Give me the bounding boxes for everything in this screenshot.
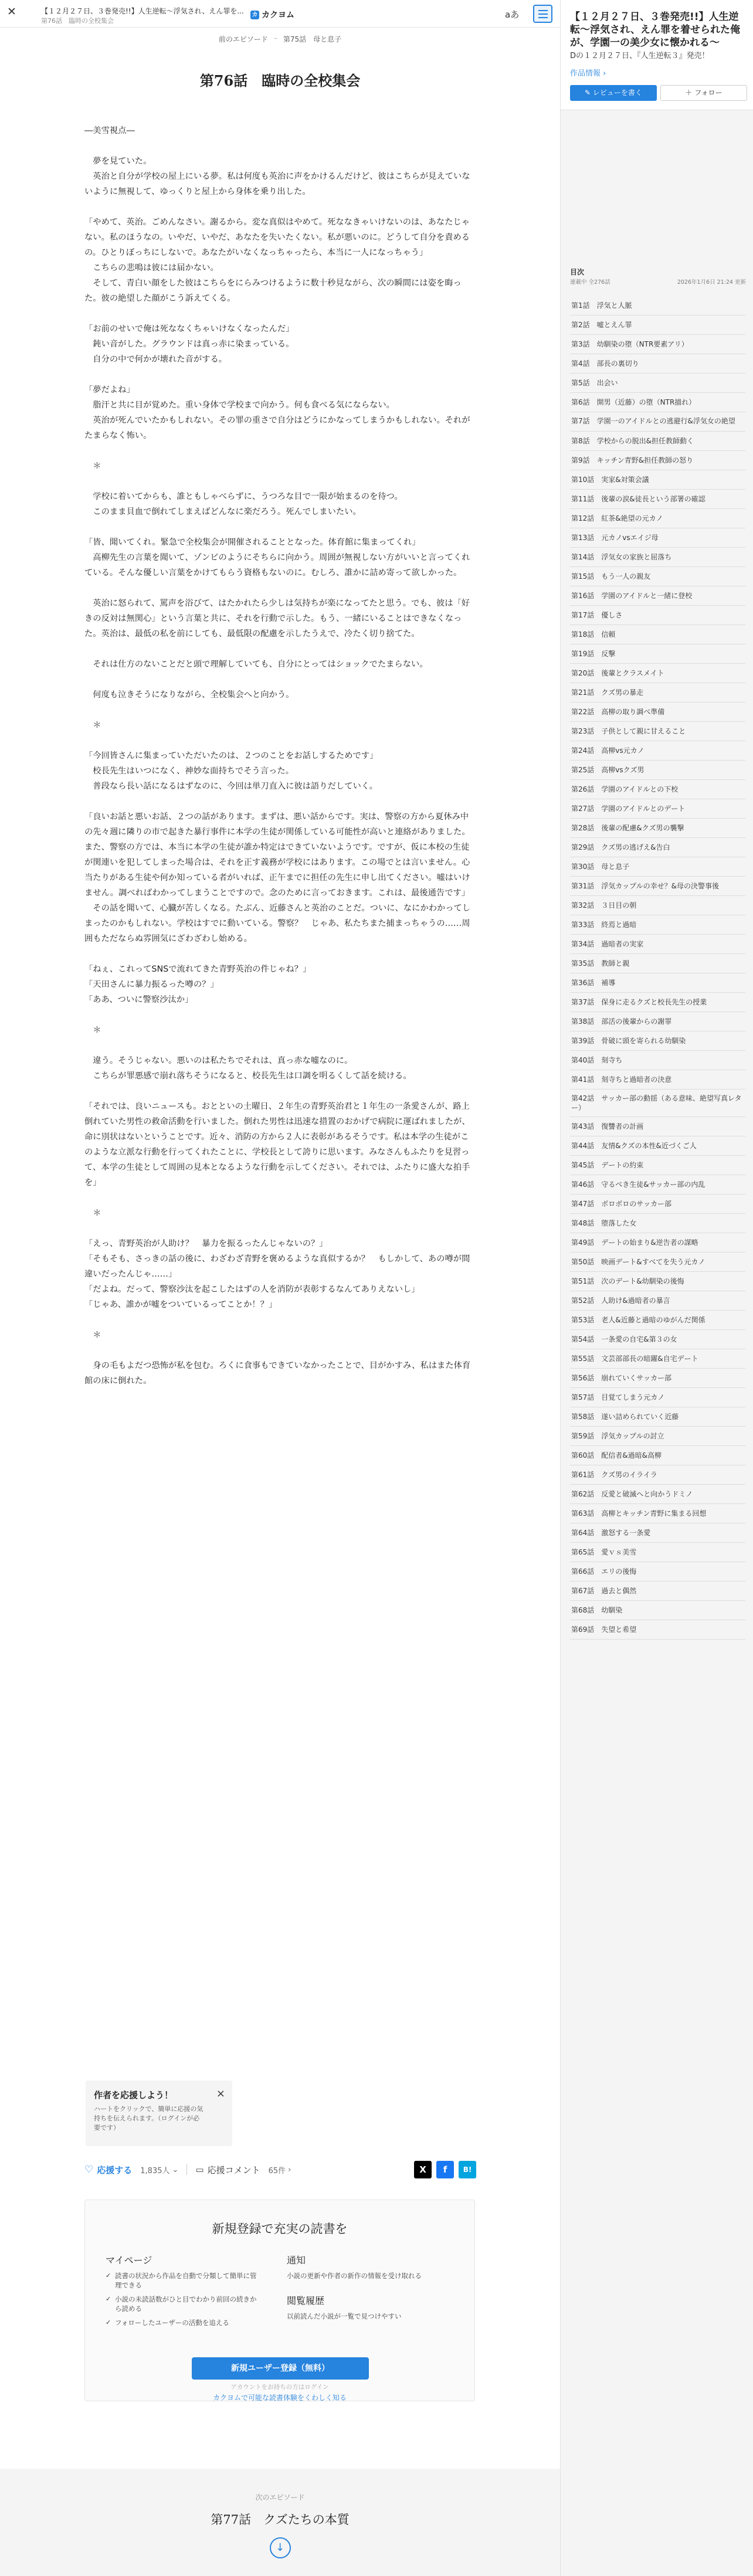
facebook-share-icon[interactable]: f [436, 2161, 454, 2178]
cheer-prompt [86, 2081, 232, 2146]
body-paragraph [84, 443, 476, 459]
notice-heading: 通知 [287, 2255, 306, 2266]
body-paragraph [84, 733, 476, 748]
body-paragraph [84, 1007, 476, 1023]
toc-updated: 2026年1月6日 21:24 更新 [677, 279, 746, 286]
toc-episode-link[interactable]: 第41話 刻寺ちと過暗者の決意 [570, 1070, 745, 1090]
toc-episode-link[interactable]: 第22話 高柳の取り調べ準備 [570, 702, 745, 722]
toc-episode-link[interactable]: 第68話 幼馴染 [570, 1601, 745, 1620]
toc-episode-link[interactable]: 第8話 学校からの脱出&担任教師動く [570, 432, 745, 451]
toc-episode-link[interactable]: 第27話 学園のアイドルとのデート [570, 799, 745, 819]
next-episode-panel[interactable] [0, 2469, 560, 2576]
body-paragraph: 「だよね。だって、警察沙汰を起こしたはずの人を消防が表彰するなんてありえないし」 [84, 1285, 420, 1294]
logo-text: カクヨム [262, 11, 294, 20]
toc-episode-link[interactable]: 第6話 開男（近藤）の堕（NTR描れ） [570, 393, 745, 412]
arrow-down-icon[interactable]: ↓ [270, 2537, 291, 2558]
body-paragraph: 夢を見ていた。 [84, 157, 152, 166]
share-buttons [414, 2161, 476, 2178]
body-paragraph: そして、青白い顔をした彼はこちらをにらみつけるように数十秒見ながら、次の瞬間には姿を晦った。彼の絶望した顔がこう訴えてくる。 [84, 279, 462, 303]
toc-episode-link[interactable]: 第20話 後輩とクラスメイト [570, 664, 745, 683]
toc-episode-link[interactable]: 第32話 ３日目の朝 [570, 896, 745, 915]
toc-episode-link[interactable]: 第12話 紅茶&絶望の元カノ [570, 509, 745, 528]
toc-episode-link[interactable]: 第47話 ボロボロのサッカー部 [570, 1194, 745, 1214]
toc-episode-link[interactable]: 第50話 映画デート&すべてを失う元カノ [570, 1253, 745, 1272]
toc-episode-link[interactable]: 第23話 子供として親に甘えること [570, 722, 745, 741]
toc-episode-link[interactable]: 第38話 部活の後輩からの謝罪 [570, 1012, 745, 1031]
toc-sidebar [560, 0, 753, 2576]
body-paragraph: 「それでは、良いニュースも。おとといの土曜日、２年生の青野英治君と１年生の一条愛さんが、路上倒れていた男性の救命活動を行いました。倒れた男性は迅速な措置のおかげで病院に運ばれましたが、命に別状はないということです。近々、消防の方から２人に表彰があるそうです。私は本学の生徒がこのような立派な行動を行ってくれたことに、学校長として誇りに思います。みなさんもふたりを見習って、本学の生徒として周囲の見本となるような行動を示してください。それでは、ふたりに盛大な拍手を」 [84, 1102, 470, 1187]
toc-episode-link[interactable]: 第18話 信頼 [570, 625, 745, 644]
body-paragraph: 鈍い音がした。グラウンドは真っ赤に染まっている。 [84, 340, 294, 349]
mypage-feature: ✓ 小説の未読話数がひと目でわかり前回の続きから読める [106, 2295, 258, 2313]
cheer-count[interactable]: 1,835人 [140, 2166, 170, 2175]
follow-label: フォロー [694, 89, 723, 97]
current-episode-label: 第75話 母と息子 [283, 35, 342, 43]
toc-episode-link[interactable]: 第52話 人助け&過暗者の暴言 [570, 1291, 745, 1311]
body-paragraph: 「天田さんに暴力振るった噂の？」 [84, 980, 219, 989]
toc-episode-link[interactable]: 第58話 遂い詰められていく近藤 [570, 1407, 745, 1427]
header-work-title[interactable]: 【１２月２７日、３巻発売!!】人生逆転〜浮気され、えん罪を... [41, 7, 244, 15]
body-paragraph: 「ああ、ついに警察沙汰か」 [84, 995, 194, 1004]
toc-episode-link[interactable]: 第2話 嘘とえん罪 [570, 315, 745, 335]
body-paragraph [84, 1343, 476, 1358]
body-paragraph: 高柳先生の言葉を聞いて、ゾンビのようにそちらに向かう。周囲が無視しない方がいいと言ってくれている。そんな優しい言葉をかけてもらう資格もないのに。むしろ、誰かに詰め寄って欲しかった。 [84, 553, 470, 578]
body-paragraph [84, 199, 476, 215]
body-paragraph: 「お前のせいで俺は死ななくちゃいけなくなったんだ」 [84, 324, 294, 334]
body-paragraph [84, 1190, 476, 1206]
plus-icon: ＋ [685, 89, 695, 97]
follow-button[interactable] [660, 85, 747, 101]
toc-episode-link[interactable]: 第64話 激怒する一条愛 [570, 1523, 745, 1543]
reader-header [0, 0, 560, 28]
work-info-label[interactable]: 作品情報 [570, 69, 601, 78]
body-paragraph: 「えっ、青野英治が人助け？ 暴力を振るったんじゃないの？」 [84, 1239, 328, 1248]
body-paragraph: 身の毛もよだつ恐怖が私を包む。ろくに食事もできていなかったことで、目がかすみ、私はまた体育館の床に倒れた。 [84, 1361, 471, 1386]
body-paragraph [84, 474, 476, 489]
body-paragraph [84, 1221, 476, 1236]
body-paragraph [84, 702, 476, 718]
font-setting-button[interactable]: aあ [505, 9, 520, 20]
toc-episode-link[interactable]: 第65話 愛ｖｓ美雪 [570, 1543, 745, 1562]
divider [186, 2164, 187, 2175]
body-paragraph: 学校に着いてからも、誰ともしゃべらずに、うつろな目で一限が始まるのを待つ。 [84, 492, 403, 501]
x-share-icon[interactable]: X [414, 2161, 432, 2178]
cheer-prompt-desc: ハートをクリックで、簡単に応援の気持ちを伝えられます。（ログインが必要です） [94, 2105, 203, 2132]
toc-heading: 目次 [570, 268, 585, 276]
toc-meta [570, 277, 746, 286]
toc-episode-link[interactable]: 第39話 骨破に頭を寄られる幼馴染 [570, 1031, 745, 1051]
write-review-label: レビューを書く [592, 89, 642, 97]
history-text: 以前読んだ小説が一覧で見つけやすい [287, 2312, 402, 2320]
body-paragraph: 違う。そうじゃない。悪いのは私たちでそれは、真っ赤な嘘なのに。 [84, 1056, 353, 1065]
toc-list [570, 296, 745, 1640]
body-paragraph [84, 1312, 476, 1328]
body-paragraph: このまま貝血で倒れてしまえばどんなに楽だろう。死んでしまいたい。 [84, 507, 361, 517]
toc-episode-link[interactable]: 第66話 エリの後悔 [570, 1562, 745, 1581]
signup-other-section [287, 2253, 451, 2321]
toc-episode-link[interactable]: 第31話 浮気カップルの幸せ？&母の決警事後 [570, 877, 745, 896]
logo-mark-icon: カ [250, 11, 259, 19]
body-paragraph [84, 306, 476, 321]
body-paragraph: それは仕方のないことだと頭で理解していても、自分にとってはショックでたまらない。 [84, 660, 428, 669]
action-bar [84, 2161, 476, 2178]
write-review-button[interactable] [570, 85, 657, 101]
work-title[interactable]: 【１２月２７日、３巻発売!!】人生逆転〜浮気され、えん罪を着せられた俺が、学園一の美少女に懐かれる〜 [570, 11, 741, 49]
toc-episode-link[interactable]: 第4話 部長の裏切り [570, 354, 745, 374]
toc-episode-link[interactable]: 第10話 実家&対策会議 [570, 470, 745, 490]
list-icon[interactable] [533, 5, 552, 23]
history-heading: 閲覧履歴 [287, 2295, 325, 2306]
body-paragraph [84, 672, 476, 687]
body-paragraph: ＊ [84, 1026, 101, 1035]
chevron-down-icon[interactable]: ⌄ [172, 2165, 179, 2174]
comment-count[interactable]: 65件 [268, 2166, 286, 2175]
body-paragraph [84, 642, 476, 657]
body-paragraph: 「じゃあ、誰かが嘘をついているってことか！？」 [84, 1300, 277, 1309]
body-paragraph: 「そもそも、さっきの話の後に、わざわざ青野を褒めるような真似するか？ もしかして、あの噂が間違いだったんじゃ……」 [84, 1254, 470, 1279]
header-titles[interactable] [41, 6, 264, 25]
body-paragraph: ＊ [84, 1331, 101, 1340]
body-paragraph: こちらが罪悪感で崩れ落ちそうになると、校長先生は口調を明るくして話を続ける。 [84, 1071, 412, 1081]
body-paragraph: 「やめて、英治。ごめんなさい。謝るから。変な真似はやめて。死ななきゃいけないのは、あなたじゃない。私のほうなの。いやだ、いやだ、あなたを失いたくない。私が悪いのに。どうして自分を責めるの。ひとりぼっちにしないで。あなたがいなくなっちゃったら、本当に一人になっちゃう」 [84, 218, 470, 257]
next-episode-label: 次のエピソード [255, 2493, 305, 2502]
toc-episode-link[interactable]: 第25話 高柳vsクズ男 [570, 761, 745, 780]
body-paragraph: 普段なら長い話になるはずなのに、今回は単刀直入に彼は語りだしていく。 [84, 782, 378, 791]
next-episode-title[interactable]: 第77話 クズたちの本質 [211, 2513, 350, 2527]
body-paragraph: 「今回皆さんに集まっていただいたのは、２つのことをお話しするためです」 [84, 751, 378, 761]
close-icon[interactable]: × [216, 2088, 225, 2100]
toc-episode-link[interactable]: 第57話 目覚てしまう元カノ [570, 1388, 745, 1407]
chevron-right-icon[interactable]: › [288, 2165, 291, 2174]
body-paragraph [84, 581, 476, 596]
toc-episode-link[interactable]: 第33話 終焉と過暗 [570, 915, 745, 935]
body-paragraph [84, 138, 476, 154]
work-catchphrase: Dの１２月２７日、『人生逆転３』発売！ [570, 52, 710, 60]
body-paragraph [84, 1084, 476, 1099]
cheer-button[interactable]: 応援する [97, 2164, 133, 2175]
body-paragraph: 英治と自分が学校の屋上にいる夢。私は何度も英治に声をかけるんだけど、彼はこちらが見えていないように無視して、ゆっくりと屋上から身体を乗り出した。 [84, 172, 470, 196]
toc-episode-link[interactable]: 第35話 教師と親 [570, 954, 745, 973]
prev-episode-link[interactable]: 前のエピソード [218, 35, 268, 43]
body-paragraph [84, 946, 476, 962]
body-paragraph: 英治に怒られて、罵声を浴びて、はたかれたら少しは気持ちが楽になってたと思う。でも、彼は「好きの反対は無関心」という言葉と共に、それを行動で示した。もう、一緒にいることはできなくなった。英治は、最低の私を前にしても、最低限の配慮を示したうえで、冷たく切り捨てた。 [84, 599, 470, 639]
toc-episode-link[interactable]: 第26話 学園のアイドルとの下校 [570, 780, 745, 799]
toc-episode-link[interactable]: 第43話 復讐者の計画 [570, 1117, 745, 1136]
toc-episode-link[interactable]: 第28話 後輩の配慮&クズ男の襲撃 [570, 819, 745, 838]
login-link[interactable]: アカウントをお持ちの方はログイン [230, 2384, 329, 2391]
toc-episode-link[interactable]: 第13話 元カノvsエイジ母 [570, 528, 745, 548]
body-paragraph: 「夢だよね」 [84, 385, 135, 395]
body-paragraph: こちらの悲鳴は彼には届かない。 [84, 263, 219, 273]
body-paragraph: その話を聞いて、心臓が苦しくなる。たぶん、近藤さんと英治のことだ。ついに、なにかわかってしまったのかもしれない。学校はすでに動いている。警察？ じゃあ、私たちまた捕まっちゃうの……周囲もただならぬ雰囲気にざわざわし始める。 [84, 904, 471, 943]
toc-episode-link[interactable]: 第60話 配信者&過暗&高柳 [570, 1446, 745, 1465]
toc-episode-link[interactable]: 第46話 守るべき生徒&サッカー部の内乱 [570, 1175, 745, 1194]
header-episode-title: 第76話 臨時の全校集会 [41, 17, 114, 25]
toc-episode-link[interactable]: 第30話 母と息子 [570, 857, 745, 877]
toc-episode-link[interactable]: 第24話 高柳vs元カノ [570, 741, 745, 761]
toc-episode-link[interactable]: 第17話 優しさ [570, 606, 745, 625]
heart-icon[interactable]: ♡ [84, 2164, 94, 2175]
comment-icon[interactable]: ▭ [195, 2164, 204, 2175]
toc-episode-link[interactable]: 第45話 デートの約束 [570, 1156, 745, 1175]
episode-title: 第76話 臨時の全校集会 [199, 72, 361, 89]
hatena-share-icon[interactable]: B! [459, 2161, 476, 2178]
toc-episode-link[interactable]: 第21話 クズ男の暴走 [570, 683, 745, 702]
mypage-heading: マイページ [106, 2255, 152, 2266]
signup-panel [84, 2200, 475, 2401]
body-paragraph [84, 367, 476, 382]
toc-episode-link[interactable]: 第56話 崩れていくサッカー部 [570, 1369, 745, 1388]
toc-episode-link[interactable]: 第37話 保身に走るクズと校長先生の授業 [570, 993, 745, 1012]
body-paragraph: 自分の中で何かが壊れた音がする。 [84, 355, 228, 364]
episode-body [84, 123, 476, 1389]
body-paragraph: ＊ [84, 1209, 101, 1218]
toc-episode-link[interactable]: 第16話 学園のアイドルと一緒に登校 [570, 586, 745, 606]
toc-episode-link[interactable]: 第7話 学園一のアイドルとの逃避行&浮気女の絶望 [570, 412, 745, 432]
toc-episode-link[interactable]: 第44話 友情&クズの本性&近づくご人 [570, 1136, 745, 1156]
toc-episode-link[interactable]: 第48話 堕落した女 [570, 1214, 745, 1233]
signup-mypage-section [106, 2253, 258, 2332]
body-paragraph: 「皆、聞いてくれ。緊急で全校集会が開催されることとなった。体育館に集まってくれ」 [84, 538, 420, 547]
kakuyomu-logo[interactable] [250, 9, 294, 21]
learn-more-link[interactable]: カクヨムで可能な読書体験をくわしく知る [212, 2394, 347, 2402]
toc-episode-link[interactable]: 第63話 高柳とキッチン青野に集まる回想 [570, 1504, 745, 1523]
comment-button[interactable]: 応援コメント [207, 2164, 260, 2175]
body-paragraph [84, 794, 476, 809]
toc-episode-link[interactable]: 第67話 過去と偶然 [570, 1581, 745, 1601]
body-paragraph [84, 1038, 476, 1053]
notice-text: 小説の更新や作者の新作の情報を受け取れる [287, 2272, 422, 2280]
toc-episode-link[interactable]: 第34話 過暗者の実家 [570, 935, 745, 954]
toc-episode-link[interactable]: 第40話 刻寺ち [570, 1051, 745, 1070]
body-paragraph: ＊ [84, 461, 101, 471]
toc-episode-link[interactable]: 第11話 後輩の涙&徒長という部署の確認 [570, 490, 745, 509]
toc-episode-link[interactable]: 第15話 もう一人の親友 [570, 567, 745, 586]
toc-episode-link[interactable]: 第62話 反愛と破滅へと向かうドミノ [570, 1485, 745, 1504]
body-paragraph: 校長先生はいつになく、神妙な面持ちでそう言った。 [84, 766, 294, 776]
mypage-feature: ✓ 読書の状況から作品を自動で分類して簡単に管理できる [106, 2271, 258, 2290]
body-paragraph: 「良いお話と悪いお話、２つの話があります。まずは、悪い話からです。実は、警察の方から夏休み中の先々週に隣りの市で起きた暴行事件に本学の生徒が関係している可能性が高いと連絡がありました。また、警察の方では、本当に本学の生徒が誰か特定はできていないようです。ですが、仮に本校の生徒が関連いを犯してしまった場合は、それを正す義務が学校にはあります。この場でとは言いません。心当たりがある生徒や何か知っている者がいれば、正午までに担任の先生に申し出てください。嘘はいけません。調べればわかってしまうことですので。念のために言っておきます。これは、最後通告です」 [84, 812, 470, 898]
toc-episode-link[interactable]: 第3話 幼馴染の堕（NTR要素アリ） [570, 335, 745, 354]
toc-episode-link[interactable]: 第61話 クズ男のイライラ [570, 1465, 745, 1485]
toc-episode-link[interactable]: 第53話 老人&近藤と過暗のゆがんだ関係 [570, 1311, 745, 1330]
body-paragraph: ―美雪視点― [84, 126, 135, 135]
toc-episode-link[interactable]: 第51話 次のデート&幼馴染の後悔 [570, 1272, 745, 1291]
toc-episode-link[interactable]: 第36話 補導 [570, 973, 745, 993]
toc-episode-link[interactable]: 第69話 失望と希望 [570, 1620, 745, 1640]
chevron-right-icon: › [603, 69, 606, 78]
body-paragraph [84, 520, 476, 535]
toc-episode-link[interactable]: 第59話 浮気カップルの討立 [570, 1427, 745, 1446]
work-info-link[interactable] [570, 67, 606, 78]
toc-status: 連載中 全276話 [570, 279, 610, 286]
body-paragraph: ＊ [84, 721, 101, 730]
pencil-icon: ✎ [585, 89, 593, 97]
toc-episode-link[interactable]: 第42話 サッカー部の動揺（ある意味、絶望写真レター） [570, 1090, 745, 1117]
toc-episode-link[interactable]: 第55話 文芸部部長の暗躍&自宅デート [570, 1349, 745, 1369]
toc-episode-link[interactable]: 第5話 出会い [570, 374, 745, 393]
close-icon[interactable]: ✕ [7, 5, 16, 18]
toc-episode-link[interactable]: 第14話 浮気女の家族と屈落ち [570, 548, 745, 567]
toc-episode-link[interactable]: 第29話 クズ男の逃げえ&告白 [570, 838, 745, 857]
body-paragraph: 何度も泣きそうになりながら、全校集会へと向かう。 [84, 690, 294, 700]
work-info-header [561, 0, 753, 110]
toc-episode-link[interactable]: 第54話 一条愛の自宅&第３の女 [570, 1330, 745, 1349]
toc-episode-link[interactable]: 第1話 浮気と人脈 [570, 296, 745, 315]
cheer-prompt-title: 作者を応援しよう！ [94, 2090, 174, 2100]
mypage-feature: ✓ フォローしたユーザーの活動を追える [106, 2318, 258, 2327]
breadcrumb-separator: – [273, 34, 277, 42]
body-paragraph: 「ねぇ、これってSNSで流れてきた青野英治の件じゃね？」 [84, 965, 311, 974]
signup-button[interactable]: 新規ユーザー登録（無料） [192, 2357, 369, 2380]
body-paragraph: 英治が死んでいたかもしれない。その罪の重さで自分はどうにかなってしまうかもしれない。それがたまらなく怖い。 [84, 416, 470, 440]
toc-episode-link[interactable]: 第9話 キッチン青野&担任教師の怒り [570, 451, 745, 470]
toc-episode-link[interactable]: 第19話 反撃 [570, 644, 745, 664]
body-paragraph: 脂汗と共に目が覚めた。重い身体で学校まで向かう。何も食べる気にならない。 [84, 401, 395, 410]
signup-title: 新規登録で充実の読書を [212, 2222, 348, 2236]
toc-episode-link[interactable]: 第49話 デートの始まり&逆告者の謀略 [570, 1233, 745, 1253]
episode-nav [0, 34, 560, 44]
